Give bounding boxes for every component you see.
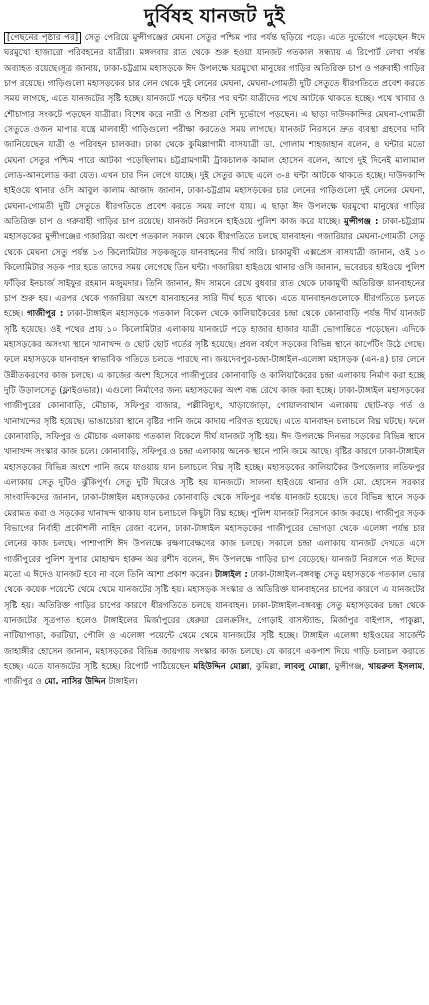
location-tangail: টাঙ্গাইল : [215,570,248,581]
newspaper-article [4,3,425,999]
reporters-prefix: রিপোর্ট পাঠিয়েছেন [124,662,194,673]
reporter-name: খায়রুল ইসলাম [368,662,423,673]
reporter-location: টাঙ্গাইল। [105,677,138,688]
body-paragraph-tangail: ঢাকা-টাঙ্গাইল-বঙ্গবন্ধু সেতু মহাসড়কে গতকাল ভোর থেকে কয়েক পয়েন্টে থেমে থেমে যানজটের সৃষ্টি হয়। মহাসড়ক সংস্কার ও অতিরিক্ত যানবাহনের চাপের কারণে এ যানজটের সৃষ্টি হয়। অতিরিক্ত গাড়ির চাপের কারণে ধীরগতিতে চলছে যানবাহন। ঢাকা-টাঙ্গাইল-বঙ্গবন্ধু সেতু মহাসড়কের চন্দ্রা থেকে যানজটের সূত্রপাত হলেও টাঙ্গাইলের মির্জাপুরের ধেরুয়া রেলক্রসিং, গোড়াই বাসস্ট্যান্ড, মির্জাপুর বাইপাস, পাকুল্লা, নাটিয়াপাড়া, করটিয়া, পৌলি ও এলেঙ্গা পয়েন্টে থেমে থেমে যানজটের সৃষ্টি হচ্ছে। টাঙ্গাইল এলেঙ্গা হাইওয়ের সার্জেন্ট জাহাঙ্গীর হোসেন জানান, মহাসড়কের বিভিন্ন জায়গায় সংস্কার কাজ চলছে। যে কারণে একপাশ দিয়ে গাড়ি চলাচল করাতে হচ্ছে। এতে যানজটের সৃষ্টি হচ্ছে। [4,570,426,673]
reporter-name: মহিউদ্দিন মোল্লা [193,662,250,673]
body-paragraph-munshiganj: ঢাকা-চট্টগ্রাম মহাসড়কের মুন্সীগঞ্জের গজারিয়া অংশে গতকাল সকাল থেকে ধীরগতিতে চলছে যানবাহন। গজারিয়ার মেঘনা-গোমতী সেতু থেকে মেঘনা সেতু পর্যন্ত ১৩ কিলোমিটার সড়কজুড়ে যানবাহনের দীর্ঘ সারি। চাকামুখী এক্সপ্রেস বাসযাত্রী জানান, ওই ১৩ কিলোমিটার সড়ক পার হতে তাদের সময় লেগেছে তিন ঘন্টা। গজারিয়া হাইওয়ে থানার ওসি জানান, ভবেরচর হাইওয়ে পুলিশ ফাঁড়ির ইনচার্জ সাইফুর রহমান মজুমদার। তিনি জানান, ঈদ সামনে রেখে বুধবার রাত থেকে ঢাকামুখী অতিরিক্ত যানবাহনের চাপ শুরু হয়। এরপর থেকে গজারিয়া অংশে যানবাহনের সারি দীর্ঘ হতে থাকে। এতে যানবাহনগুলোকে ধীরগতিতে চলতে হচ্ছে। [4,217,425,320]
reporter-name: মো. নাসির উদ্দিন [44,677,106,688]
body-paragraph-gazipur: ঢাকা-টাঙ্গাইল মহাসড়কে গতকাল বিকেল থেকে কালিয়াকৈরের চন্দ্রা থেকে কোনাবাড়ি পর্যন্ত দীর্ঘ যানজট সৃষ্টি হয়েছে। ওই পথের প্রায় ১০ কিলোমিটার এলাকায় যানজটে পড়ে হাজার হাজার যাত্রী ভোগান্তিতে পড়েছেন। এদিকে মহাসড়কের অসংখ্য স্থানে খানাখন্দ ও ছোট ছোট গর্তের সৃষ্টি হয়েছে। প্রবল বর্ষণে সড়কের বিভিন্ন স্থানে কার্পেটিং উঠে গেছে। ফলে মহাসড়কে যানবাহন স্বাভাবিক গতিতে চলতে পারছে না। জয়দেবপুর-চন্দ্রা-টাঙ্গাইল-এলেঙ্গা মহাসড়ক (এন-৪) চার লেনে উন্নীতকরণের কাজ চলছে। এ কাজের অংশ হিসেবে গাজীপুরের কোনাবাড়ি ও কালিয়াকৈরের চন্দ্রা এলাকায় নির্মাণ করা হচ্ছে দুটি উড়ালসেতু (ফ্লাইওভার)। এগুলো নির্মাণের জন্য মহাসড়কের অংশ বন্ধ রেখে কাজ করা হচ্ছে। ঢাকা-টাঙ্গাইল মহাসড়কের গাজীপুরের কোনাবাড়ি, মৌচাক, সফিপুর বাজার, পল্লীবিদ্যুৎ, খাড়াজোড়া, গোয়ালবাথান এলাকায় ছোট-বড় গর্ত ও খানাখন্দের সৃষ্টি হয়েছে। ভাঙাচোরা স্থানে বৃষ্টির পানি জমে কাদায় পরিণত হয়েছে। এতে যানবাহন চলাচলে বিঘ্ন ঘটছে। ফলে কোনাবাড়ি, সফিপুর ও মৌচাক এলাকায় গতকাল বিকেলে দীর্ঘ যানজট সৃষ্টি হয়। ঈদ উপলক্ষে দিনভর সড়কের বিভিন্ন স্থানে খানাখন্দ সংস্কার কাজ চলে। কোনাবাড়ি, সফিপুর ও চন্দ্রা এলাকায় অনেক স্থানে পানি জমে আছে। বৃষ্টির কারণে ঢাকা-টাঙ্গাইল মহাসড়কের বিভিন্ন অংশে পানি জমে যাওয়ায় যান চলাচলে বিঘ্ন সৃষ্টি হচ্ছে। মহাসড়কের কালিয়াকৈর উপজেলার লতিফপুর এলাকায় সেতু দুটিও ঝুঁকিপূর্ণ। সেতু দুটি ঘিরেও সৃষ্টি হয় যানজটে। সালনা হাইওয়ে থানার ওসি মো. হোসেন সরকার সাংবাদিকদের জানান, ঢাকা-টাঙ্গাইল মহাসড়কের কোনাবাড়ি থেকে সফিপুর পর্যন্ত যানজট হয়েছে। তবে বিভিন্ন স্থানে সড়ক মেরামত করা ও সড়কের খানাখন্দ থাকায় যান চলাচলে কিছুটা বিঘ্ন হচ্ছে। পুলিশ যানজট নিরসনে কাজ করছে। গাজীপুর সড়ক বিভাগের নির্বাহী প্রকৌশলী নাহিদ রেজা বলেন, ঢাকা-টাঙ্গাইল মহাসড়কের গাজীপুরের ভোগড়া থেকে এলেঙ্গা পর্যন্ত চার লেনের কাজ চলছে। পাশাপাশি ঈদ উপলক্ষে রক্ষণাবেক্ষণের কাজ চলছে। সকালে চন্দ্রা এলাকায় যানজট দেখতে এসে গাজীপুরের পুলিশ সুপার মোহাম্মদ হারুন অর রশীদ বলেন, ঈদ উপলক্ষে গাড়ির চাপ বেড়েছে। যানজট নিরসনে গত ঈদের মতো এ ঈদেও যানজট হবে না বলে তিনি আশা প্রকাশ করেন। [4,309,426,581]
body-paragraph-comilla: সেতু পেরিয়ে মুন্সীগঞ্জের মেঘনা সেতুর পশ্চিম পার পর্যন্ত ছড়িয়ে পড়ে। এতে দুর্ভোগে পড়েছেন ঈদে ঘরমুখো হাজারো পরিবহনের যাত্রীরা। মঙ্গলবার রাত থেকে শুরু হওয়া যানজট গতকাল সন্ধ্যায় এ রিপোর্ট লেখা পর্যন্ত অব্যাহত রয়েছে।সূত্র জানায়, ঢাকা-চট্টগ্রাম মহাসড়কে ঈদ উপলক্ষে ঘরমুখো মানুষের গাড়ির অতিরিক্ত চাপ ও গরুবাহী গাড়ির চাপ রয়েছে। গাড়িগুলো মহাসড়কের চার লেন থেকে দুই লেনের মেঘনা, মেঘনা-গোমতী দুটি সেতুতে ধীরগতিতে প্রবেশ করতে সময় লাগছে, এতে যানজটের সৃষ্টি হচ্ছে। যানজটে পড়ে ঘন্টার পর ঘন্টা যাত্রীদের পথে আটকে থাকতে হচ্ছে। পথে খাবার ও শৌচাগার সংকটে পড়ছেন যাত্রীরা। বিশেষ করে নারী ও শিশুরা বেশি দুর্ভোগে পড়ছেন। এ ছাড়া দাউদকান্দির মেঘনা-গোমতী সেতুতে ওজন মাপার যন্ত্রে মালবাহী গাড়িগুলো পরীক্ষা করতেও সময় লাগছে। যানজট নিরসনে দ্রুত ব্যবস্থা গ্রহণের দাবি জানিয়েছেন যাত্রী ও পরিবহন চালকরা। ঢাকা থেকে কুমিল্লাগামী বাসযাত্রী ডা. গোলাম শাহজাহান বলেন, ৪ ঘন্টার মতো মেঘনা সেতুর পশ্চিম পারে আটকা পড়েছিলাম। চট্টগ্রামগামী ট্রাকচালক কামাল হোসেন বলেন, আগে দুই দিনেই মালামাল লোড-আনলোড করা যেত। এখন চার দিন লেগে যাচ্ছে। দুই সেতুর কাছে এলে ৩-৪ ঘন্টা আটকে থাকতে হচ্ছে। দাউদকান্দি হাইওয়ে থানার ওসি আবুল কালাম আজাদ জানান, ঢাকা-চট্টগ্রাম মহাসড়কের চার লেনের গাড়িগুলো দুই লেনের মেঘনা, মেঘনা-গোমতী দুটি সেতুতে ধীরগতিতে প্রবেশ করতে সময় লাগে যায়। এ ছাড়া ঈদ উপলক্ষে ঘরমুখো মানুষের গাড়ির অতিরিক্ত চাপ ও গরুবাহী গাড়ির চাপ রয়েছে। যানজট নিরসনে হাইওয়ে পুলিশ কাজ করে যাচ্ছে। [4,33,425,228]
reporter-name: লাবলু মোল্লা [284,662,328,673]
continuation-tag: [পেছনের পৃষ্ঠার পর] [4,32,81,44]
location-gazipur: গাজীপুর : [26,309,64,320]
reporter-location: , কুমিল্লা, [249,662,285,673]
article-headline: দুর্বিষহ যানজট দুই [144,5,285,27]
article-body [4,31,425,691]
reporter-location: , মুন্সীগঞ্জ, [327,662,369,673]
location-munshiganj: মুন্সীগঞ্জ : [344,217,379,228]
reporter-location: , গাজীপুর ও [4,662,425,688]
